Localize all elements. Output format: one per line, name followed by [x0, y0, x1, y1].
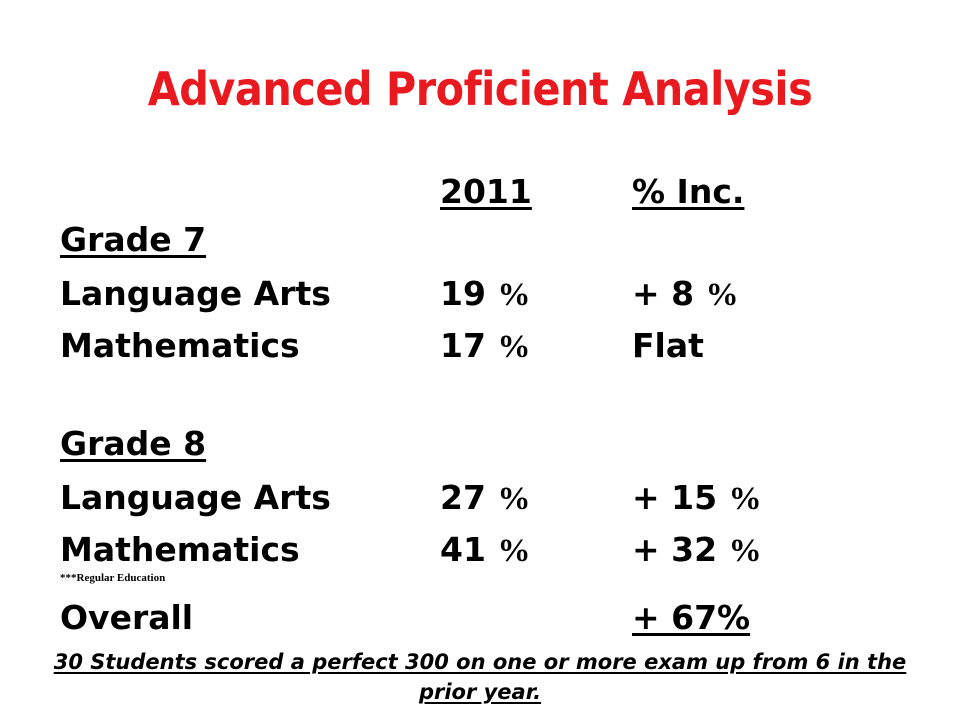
grade-8-language-arts-row: [0, 474, 960, 522]
value-2011: 19 %: [440, 274, 531, 313]
grade-7-heading-row: [0, 216, 960, 264]
percent-increase: + 15 %: [632, 478, 762, 517]
value-2011: 27 %: [440, 478, 531, 517]
overall-increase: + 67%: [632, 598, 751, 637]
year-column-header: 2011: [440, 172, 532, 211]
grade-7-mathematics-row: [0, 322, 960, 370]
grade-7-heading: Grade 7: [60, 220, 207, 259]
percent-increase: + 8 %: [632, 274, 739, 313]
grade-8-heading: Grade 8: [60, 424, 207, 463]
footer-note: 30 Students scored a perfect 300 on one or more exam up from 6 in the prior year.: [53, 650, 907, 704]
slide-title: Advanced Proficient Analysis: [147, 62, 813, 116]
percent-increase: Flat: [632, 326, 704, 365]
overall-row: [0, 594, 960, 642]
grade-8-heading-row: [0, 420, 960, 468]
header-row: [0, 168, 960, 216]
subject-label: Language Arts: [60, 478, 331, 517]
regular-education-note: ***Regular Education: [60, 572, 166, 584]
percent-increase: + 32 %: [632, 530, 762, 569]
grade-8-mathematics-row: [0, 526, 960, 574]
grade-7-language-arts-row: [0, 270, 960, 318]
value-2011: 17 %: [440, 326, 531, 365]
subject-label: Mathematics: [60, 530, 300, 569]
overall-label: Overall: [60, 598, 194, 637]
increase-column-header: % Inc.: [632, 172, 745, 211]
value-2011: 41 %: [440, 530, 531, 569]
subject-label: Mathematics: [60, 326, 300, 365]
subject-label: Language Arts: [60, 274, 331, 313]
